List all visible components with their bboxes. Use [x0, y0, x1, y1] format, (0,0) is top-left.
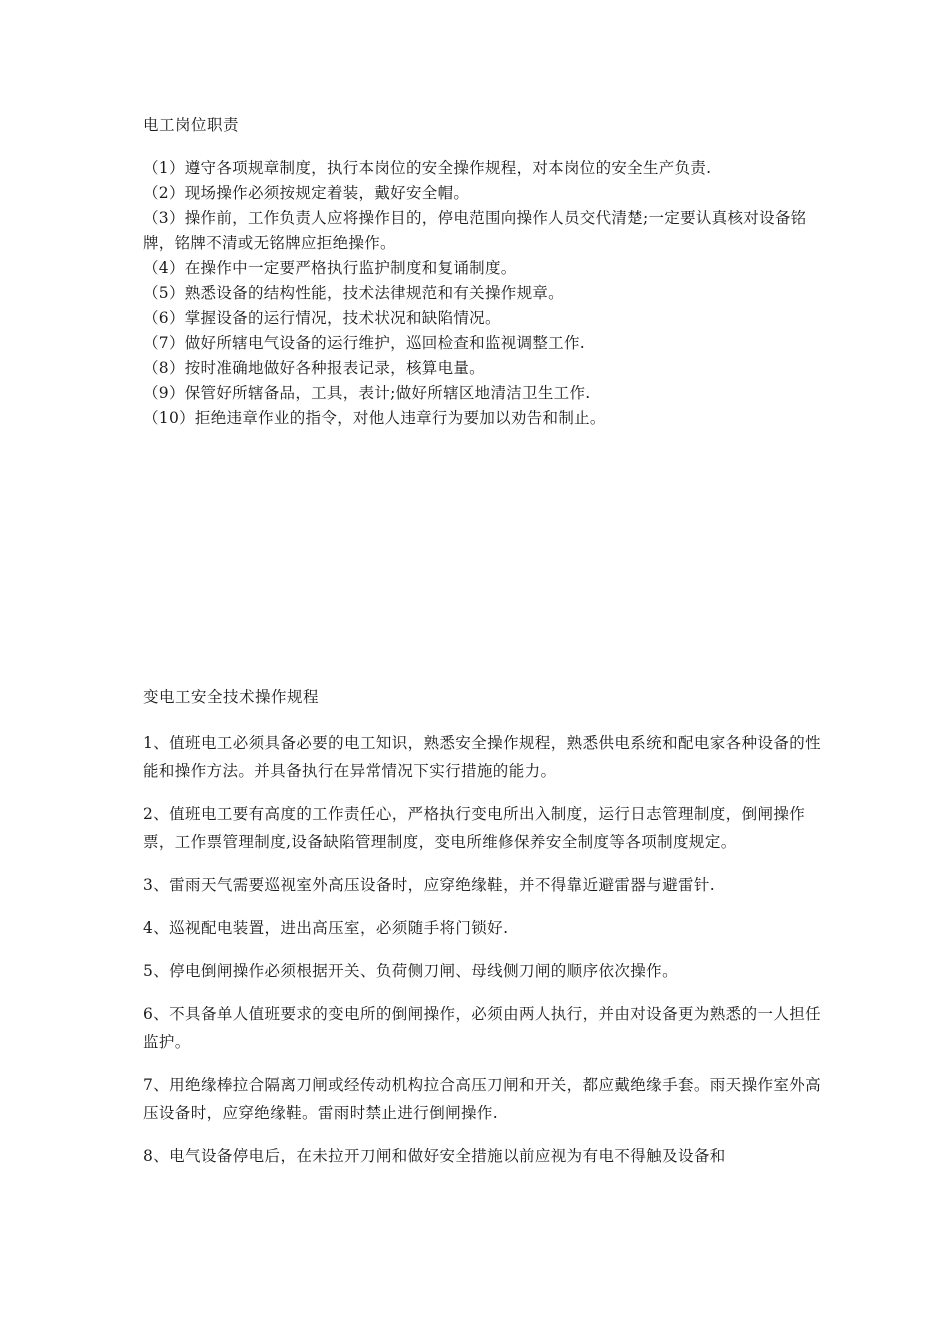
rule-item: 2、值班电工要有高度的工作责任心，严格执行变电所出入制度，运行日志管理制度，倒闸操作票，工作票管理制度,设备缺陷管理制度，变电所维修保养安全制度等各项制度规定。: [143, 805, 806, 851]
duty-item: （1）遵守各项规章制度，执行本岗位的安全操作规程，对本岗位的安全生产负责.: [143, 159, 712, 177]
section-safety-procedures: [143, 686, 823, 1185]
duty-item: （6）掌握设备的运行情况，技术状况和缺陷情况。: [143, 309, 501, 327]
rule-item: 1、值班电工必须具备必要的电工知识，熟悉安全操作规程，熟悉供电系统和配电家各种设备的性能和操作方法。并具备执行在异常情况下实行措施的能力。: [143, 734, 822, 780]
rule-item: 3、雷雨天气需要巡视室外高压设备时，应穿绝缘鞋，并不得靠近避雷器与避雷针.: [143, 876, 716, 894]
rule-item: 5、停电倒闸操作必须根据开关、负荷侧刀闸、母线侧刀闸的顺序依次操作。: [143, 962, 678, 980]
duty-item: （8）按时准确地做好各种报表记录，核算电量。: [143, 359, 485, 377]
duty-list: [143, 156, 823, 431]
duty-item: （7）做好所辖电气设备的运行维护，巡回检查和监视调整工作.: [143, 334, 585, 352]
section-title: 电工岗位职责: [143, 116, 240, 134]
rule-item: 6、不具备单人值班要求的变电所的倒闸操作，必须由两人执行，并由对设备更为熟悉的一人担任监护。: [143, 1005, 822, 1051]
rule-list: [143, 729, 823, 1170]
duty-item: （5）熟悉设备的结构性能，技术法律规范和有关操作规章。: [143, 284, 564, 302]
duty-item: （9）保管好所辖备品，工具，表计;做好所辖区地清洁卫生工作.: [143, 384, 591, 402]
section-title: 变电工安全技术操作规程: [143, 688, 320, 706]
rule-item: 7、用绝缘棒拉合隔离刀闸或经传动机构拉合高压刀闸和开关，都应戴绝缘手套。雨天操作室外高压设备时，应穿绝缘鞋。雷雨时禁止进行倒闸操作.: [143, 1076, 822, 1122]
rule-item: 8、电气设备停电后，在未拉开刀闸和做好安全措施以前应视为有电不得触及设备和: [143, 1147, 726, 1165]
duty-item: （2）现场操作必须按规定着装，戴好安全帽。: [143, 184, 470, 202]
duty-item: （4）在操作中一定要严格执行监护制度和复诵制度。: [143, 259, 517, 277]
duty-item: （10）拒绝违章作业的指令，对他人违章行为要加以劝告和制止。: [143, 409, 606, 427]
section-electrician-duties: [143, 114, 823, 431]
rule-item: 4、巡视配电装置，进出高压室，必须随手将门锁好.: [143, 919, 509, 937]
duty-item: （3）操作前，工作负责人应将操作目的，停电范围向操作人员交代清楚;一定要认真核对设备铭牌，铭牌不清或无铭牌应拒绝操作。: [143, 209, 807, 252]
